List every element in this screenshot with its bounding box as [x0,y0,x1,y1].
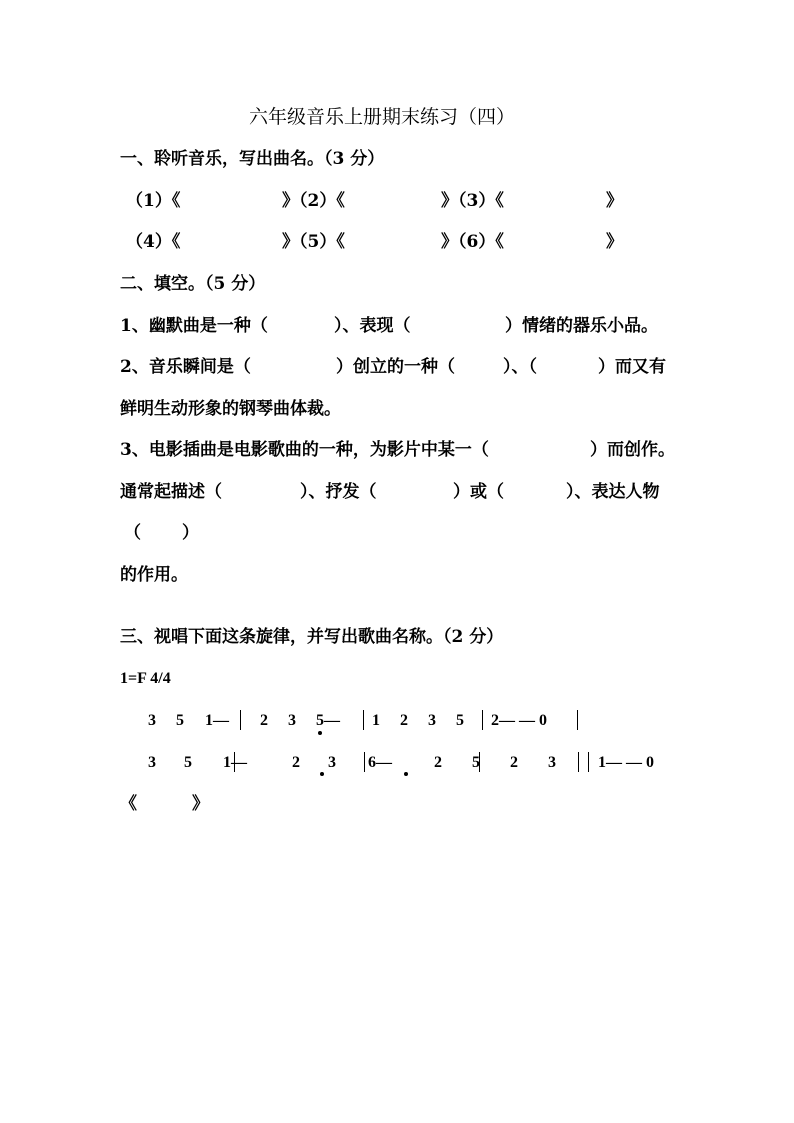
key-signature: 1=F 4/4 [120,670,171,687]
q3c-close: ） [182,523,199,543]
barline [578,752,579,772]
note: 2 [434,754,442,771]
song-name-close: 》 [192,794,209,814]
note: 3 [428,712,436,729]
low-octave-dot [318,731,322,735]
q3-part2: ）而创作。 [590,440,675,460]
q3c-open: （ [124,523,141,543]
answer-4-open: （4）《 [126,232,181,252]
note: 1— [205,712,229,729]
answer-5-open: 》（5）《 [282,232,345,252]
note: 3 [328,754,336,771]
barline [364,752,365,772]
q3-line4: 的作用。 [120,565,188,585]
answer-3-close: 》 [606,191,623,211]
note: 6— [368,754,392,771]
barline [482,710,483,730]
note: 5 [456,712,464,729]
song-name-open: 《 [120,794,137,814]
q2-part2: ）创立的一种（ [336,357,455,377]
answer-6-open: 》（6）《 [441,232,504,252]
q1-part3: ）情绪的器乐小品。 [505,316,658,336]
q2-part1: 2、音乐瞬间是（ [120,357,251,377]
q1-part1: 1、幽默曲是一种（ [120,316,268,336]
note: 2— — 0 [491,712,547,729]
barline [240,710,241,730]
low-octave-dot [320,772,324,776]
barline [363,710,364,730]
q1-part2: ）、表现（ [334,316,411,336]
barline [588,752,589,772]
q2-line2: 鲜明生动形象的钢琴曲体裁。 [120,399,341,419]
note: 2 [260,712,268,729]
barline [479,752,480,772]
section1-heading: 一、聆听音乐，写出曲名。（3 分） [120,149,385,169]
note: 1— [223,754,247,771]
q3b-part1: 通常起描述（ [120,482,222,502]
note: 3 [148,712,156,729]
note: 1 [372,712,380,729]
note: 2 [510,754,518,771]
note: 5 [176,712,184,729]
note: 3 [548,754,556,771]
low-octave-dot [404,772,408,776]
note: 5 [472,754,480,771]
section3-heading: 三、视唱下面这条旋律，并写出歌曲名称。（2 分） [120,627,504,647]
barline [234,752,235,772]
note: 1— — 0 [598,754,654,771]
note: 2 [292,754,300,771]
note: 2 [400,712,408,729]
q2-part3: ）、（ [503,357,537,377]
q3b-part3: ）或（ [453,482,504,502]
note: 3 [148,754,156,771]
answer-6-close: 》 [606,232,623,252]
answer-2-open: 》（2）《 [282,191,345,211]
section2-heading: 二、填空。（5 分） [120,274,266,294]
answer-1-open: （1）《 [126,191,181,211]
barline [577,710,578,730]
note: 3 [288,712,296,729]
q3-part1: 3、电影插曲是电影歌曲的一种，为影片中某一（ [120,440,489,460]
note: 5— [316,712,340,729]
q3b-part2: ）、抒发（ [300,482,377,502]
page-title: 六年级音乐上册期末练习（四） [249,106,516,128]
q2-part4: ）而又有 [598,357,666,377]
answer-3-open: 》（3）《 [441,191,504,211]
note: 5 [184,754,192,771]
q3b-part4: ）、表达人物 [566,482,660,502]
